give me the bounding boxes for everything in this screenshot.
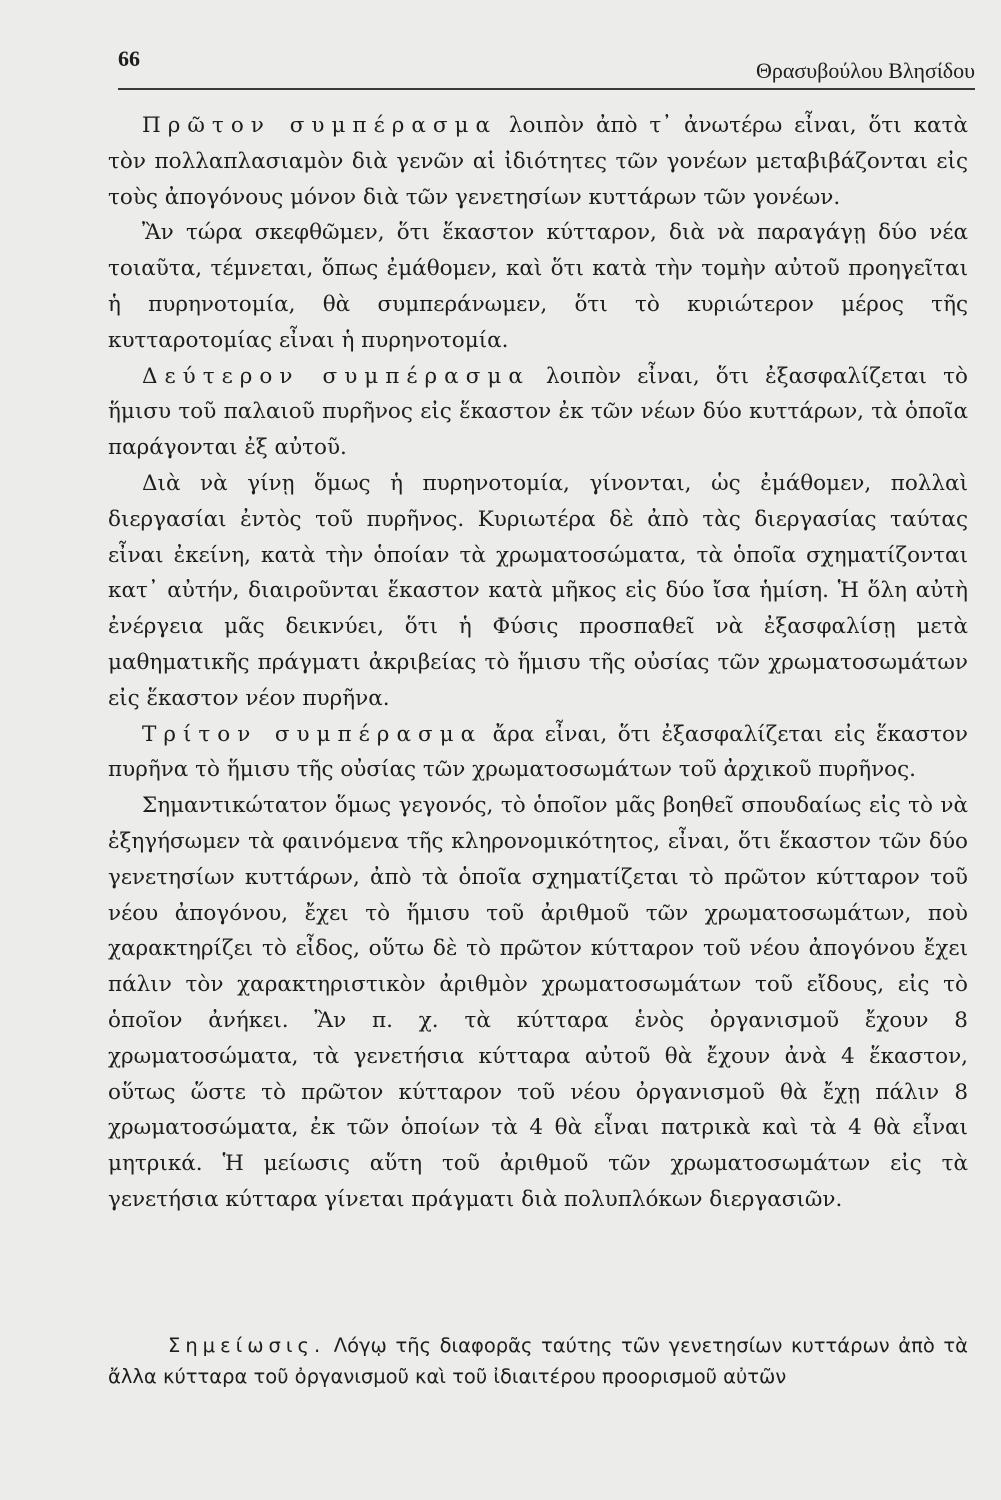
paragraph-2 <box>108 215 968 358</box>
footnote <box>108 1330 968 1392</box>
paragraph-3 <box>108 359 968 466</box>
paragraph-5-text: ἄρα εἶναι, ὅτι ἐξασφαλίζεται εἰς ἕκαστον πυρῆνα τὸ ἥμισυ τῆς οὐσίας τῶν χρωματοσωμάτων τοῦ ἀρχικοῦ πυρῆνος. <box>108 721 969 783</box>
paragraph-6 <box>108 788 968 1218</box>
paragraph-3-text: λοιπὸν εἶναι, ὅτι ἐξασφαλίζεται τὸ ἥμισυ τοῦ παλαιοῦ πυρῆνος εἰς ἕκαστον ἐκ τῶν νέων δύο κυττάρων, τὰ ὁποῖα παράγονται ἐξ αὐτοῦ. <box>108 363 968 461</box>
footnote-paragraph <box>108 1330 968 1392</box>
paragraph-1-text: λοιπὸν ἀπὸ τ᾽ ἀνωτέρω εἶναι, ὅτι κατὰ τὸν πολλαπλασιαμὸν διὰ γενῶν αἱ ἰδιότητες τῶν γονέων μεταβιβάζονται εἰς τοὺς ἀπογόνους μόνον διὰ τῶν γενετησίων κυττάρων τῶν γονέων. <box>108 113 968 210</box>
paragraph-4-text: Διὰ νὰ γίνῃ ὅμως ἡ πυρηνοτομία, γίνονται, ὡς ἐμάθομεν, πολλαὶ διεργασίαι ἐντὸς τοῦ πυρῆνος. Κυριωτέρα δὲ ἀπὸ τὰς διεργασίας ταύτας εἶναι ἐκείνη, κατὰ τὴν ὁποίαν τὰ χρωματοσώματα, τὰ ὁποῖα σχηματίζονται κατ᾽ αὐτήν, διαιροῦνται ἕκαστον κατὰ μῆκος εἰς δύο ἴσα ἡμίση. Ἡ ὅλη αὐτὴ ἐνέργεια μᾶς δεικνύει, ὅτι ἡ Φύσις προσπαθεῖ νὰ ἐξασφαλίσῃ μετὰ μαθηματικῆς πράγματι ἀκριβείας τὸ ἥμισυ τῆς οὐσίας τῶν χρωματοσωμάτων εἰς ἕκαστον νέον πυρῆνα. <box>108 470 968 711</box>
paragraph-1-lead: Πρῶτον συμπέρασμα <box>142 113 498 138</box>
paragraph-4 <box>108 466 968 717</box>
paragraph-5-lead: Τρίτον συμπέρασμα <box>142 721 483 747</box>
footnote-label: Σημείωσις. <box>168 1334 326 1357</box>
page-header <box>118 44 975 90</box>
paragraph-1 <box>108 108 968 215</box>
footnote-text: Λόγῳ τῆς διαφορᾶς ταύτης τῶν γενετησίων κυττάρων ἀπὸ τὰ ἄλλα κύτταρα τοῦ ὀργανισμοῦ καὶ τοῦ ἰδιαιτέρου προορισμοῦ αὐτῶν <box>108 1334 968 1388</box>
page-number: 66 <box>118 46 140 71</box>
body-text <box>108 108 968 1218</box>
paragraph-3-lead: Δεύτερον συμπέρασμα <box>142 363 530 389</box>
running-head: Θρασυβούλου Βλησίδου <box>756 58 975 83</box>
paragraph-2-text: Ἂν τώρα σκεφθῶμεν, ὅτι ἕκαστον κύτταρον, διὰ νὰ παραγάγῃ δύο νέα τοιαῦτα, τέμνεται, ὅπως ἐμάθομεν, καὶ ὅτι κατὰ τὴν τομὴν αὐτοῦ προηγεῖται ἡ πυρηνοτομία, θὰ συμπεράνωμεν, ὅτι τὸ κυριώτερον μέρος τῆς κυτταροτομίας εἶναι ἡ πυρηνοτομία. <box>108 220 968 353</box>
paragraph-6-text: Σημαντικώτατον ὅμως γεγονός, τὸ ὁποῖον μᾶς βοηθεῖ σπουδαίως εἰς τὸ νὰ ἐξηγήσωμεν τὰ φαινόμενα τῆς κληρονομικότητος, εἶναι, ὅτι ἕκαστον τῶν δύο γενετησίων κυττάρων, ἀπὸ τὰ ὁποῖα σχηματίζεται τὸ πρῶτον κύτταρον τοῦ νέου ἀπογόνου, ἔχει τὸ ἥμισυ τοῦ ἀριθμοῦ τῶν χρωματοσωμάτων, ποὺ χαρακτηρίζει τὸ εἶδος, οὕτω δὲ τὸ πρῶτον κύτταρον τοῦ νέου ἀπογόνου ἔχει πάλιν τὸν χαρακτηριστικὸν ἀριθμὸν χρωματοσωμάτων τοῦ εἴδους, εἰς τὸ ὁποῖον ἀνήκει. Ἂν π. χ. τὰ κύτταρα ἑνὸς ὀργανισμοῦ ἔχουν 8 χρωματοσώματα, τὰ γενετήσια κύτταρα αὐτοῦ θὰ ἔχουν ἀνὰ 4 ἕκαστον, οὕτως ὥστε τὸ πρῶτον κύτταρον τοῦ νέου ὀργανισμοῦ θὰ ἔχῃ πάλιν 8 χρωματοσώματα, ἐκ τῶν ὁποίων τὰ 4 θὰ εἶναι πατρικὰ καὶ τὰ 4 θὰ εἶναι μητρικά. Ἡ μείωσις αὕτη τοῦ ἀριθμοῦ τῶν χρωματοσωμάτων εἰς τὰ γενετήσια κύτταρα γίνεται πράγματι διὰ πολυπλόκων διεργασιῶν. <box>108 793 968 1212</box>
paragraph-5 <box>108 717 968 789</box>
